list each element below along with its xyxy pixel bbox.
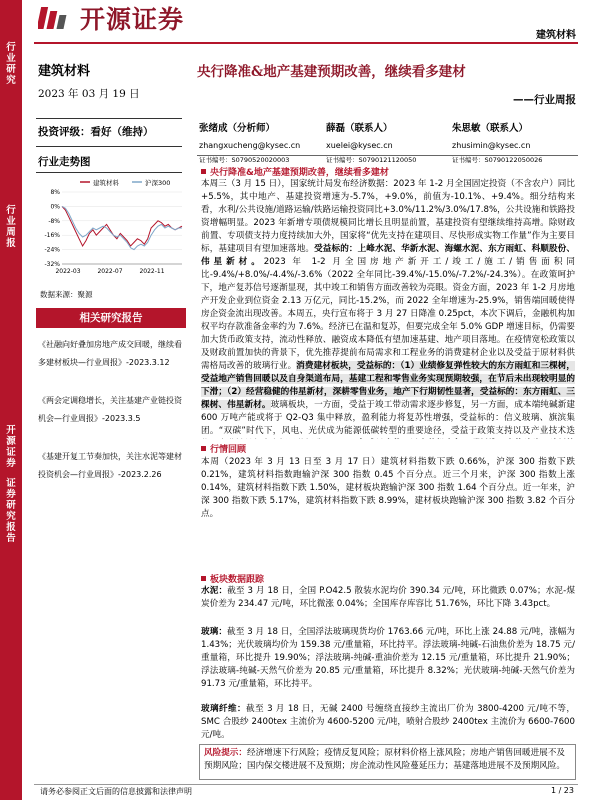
outlook-para-2: 2023 年 1-2 月全国房地产新开工/竣工/施工/销售面积同比-9.4%/+8.0%/-4.4%/-3.6%（2022 全年同比-39.4%/-15.0%/-7.2%/-24.3%）。在政策呵护下，地产复苏信号逐渐显现，其中竣工和销售方面改善较为亮眼。资金方面，2023 年 1-2 月房地产开发企业到位资金 2.13 万亿元，同比-15.2%，而 2022 全年增速为-25.9%，销售端回暖使得房企资金流出现改善。本周五，央行宣布将于 3 月 27 日降准 0.25pct，本次下调后，金融机构加权平均存款准备金率约为 7.6%。经济已在温和复苏，但要完成全年 5.0% GDP 增速目标，仍需要加大货币政策支持，流动性释放、融资成本降低有望加速基建、地产项目落地。在疫情宽松政策以及财政前置加快的背景下，优先推荐提前布局需求和工程业务的消费建材企业以及受益于原材料供需格局改善的玻璃行业。 (201, 257, 575, 371)
side-strip (0, 0, 22, 800)
report-subtitle: ——行业周报 (513, 94, 576, 106)
analyst-card (199, 120, 329, 164)
glass-data (201, 626, 575, 706)
analyst-name: 薛磊（联系人） (326, 123, 393, 134)
side-tag-research: 行业研究 (6, 42, 16, 86)
cement-data (201, 585, 575, 625)
y-tick-label: -16% (44, 232, 60, 240)
analyst-cert: 证书编号：S0790122050026 (452, 156, 543, 164)
analyst-email[interactable]: xuelei@kysec.cn (326, 141, 393, 150)
outlook-para-1: 本周三（3 月 15 日），国家统计局发布经济数据：2023 年 1-2 月全国固定投资（不含农户）同比+5.5%，其中地产、基建投资增速为-5.7%，+9.0%，前值为-10.1%、+9.4%。细分结构来看，水利/公共设施/道路运输/铁路运输投资同比+3.0%/11.2%/3.0%/17.8%，公共设施和铁路投资增幅明显。2023 年新增专项债规模同比增长且明显前置，基建投资有望继续维持高增。除财政前置、专项债支持力度持续加大外，国家将“优先支持在建项目、尽快形成实物工作量”作为主要目标，基建项目有望加速落地。 (201, 179, 575, 254)
risk-warning-box (199, 744, 576, 780)
related-report-item[interactable]: 《基建开复工节奏加快，关注水泥等建材投资机会—行业周报》-2023.2.26 (38, 452, 182, 479)
analyst-divider (197, 155, 578, 156)
side-tag-brand: 开源证券 (6, 425, 16, 469)
related-report-item[interactable]: 《社融向好叠加房地产成交回暖，继续看多建材板块—行业周报》-2023.3.12 (38, 340, 182, 367)
sector-name: 建筑材料 (38, 64, 91, 79)
analyst-cert: 证书编号：S0790520020003 (199, 156, 290, 164)
trend-chart (36, 176, 184, 280)
series-line (62, 206, 182, 249)
section-head-data: 板块数据跟踪 (201, 572, 264, 585)
investment-rating: 投资评级：看好（维持） (38, 126, 154, 138)
analyst-name: 张绪成（分析师） (199, 123, 276, 134)
related-reports-header: 相关研究报告 (36, 308, 186, 328)
y-tick-label: -32% (44, 261, 60, 268)
brand-name: 开源证券 (80, 5, 185, 34)
legend-label: 建筑材料 (93, 179, 119, 187)
section-market-body: 本周（2023 年 3 月 13 日至 3 月 17 日）建筑材料指数下跌 0.66%，沪深 300 指数下跌 0.21%，建筑材料指数跑输沪深 300 指数 0.45 个百分点。近三个月来，沪深 300 指数上涨 0.14%，建筑材料指数下跌 1.50%，建材板块跑输沪深 300 指数 1.64 个百分点。近一年来，沪深 300 指数下跌 5.17%，建筑材料指数下跌 8.99%，建材板块跑输沪深 300 指数 3.82 个百分点。 (201, 457, 575, 519)
brand-logo (38, 0, 184, 36)
footer-divider (34, 784, 578, 785)
x-tick-label: 2022-03 (55, 268, 81, 275)
risk-text: 经济增速下行风险；疫情反复风险；原材料价格上涨风险；房地产销售回暖进展不及预期风险；国内保交楼进展不及预期；房企流动性风险蔓延压力；基建落地进展不及预期风险。 (204, 748, 565, 771)
rating-divider-top (36, 118, 182, 119)
cement-label: 水泥： (201, 586, 228, 596)
y-tick-label: 8% (50, 189, 60, 196)
analyst-email[interactable]: zhusimin@kysec.cn (452, 141, 531, 150)
y-tick-label: -8% (48, 217, 60, 225)
side-tag-report: 证券研究报告 (6, 478, 16, 544)
footer-disclaimer[interactable]: 请务必参阅正文后面的信息披露和法律声明 (40, 787, 192, 796)
related-report-item[interactable]: 《两会定调稳增长，关注基建产业链投资机会—行业周报》-2023.3.5 (38, 396, 182, 423)
x-tick-label: 2022-11 (139, 268, 165, 275)
fiber-label: 玻璃纤维： (201, 704, 246, 714)
x-tick-label: 2022-07 (97, 268, 123, 275)
analyst-card (326, 120, 456, 164)
y-tick-label: 0% (50, 203, 60, 211)
chart-source: 数据来源：聚源 (40, 290, 93, 299)
rating-divider-bottom (36, 146, 182, 147)
outlook-para-2-consumer: 消费建材板块，受益标的：（1）业绩修复弹性较大的东方雨虹和三棵树，受益地产销售回暖以及自身渠道布局，基建工程和零售业务实现预期较强，在节后未出现较明显的下滑；（2）经营稳健的伟星新材，深耕零售业务，地产下行期韧性显著，受益标的：东方雨虹、三棵树、伟星新材。 (201, 361, 575, 410)
section-head-market: 行情回顾 (201, 442, 246, 455)
side-tag-weekly: 行业周报 (6, 205, 16, 249)
series-line (62, 206, 182, 246)
risk-label: 风险提示： (204, 748, 247, 758)
outlook-para-1-targets: 受益标的：上峰水泥、华新水泥、海螺水泥、东方雨虹、科顺股份、伟星新材。 (201, 244, 575, 267)
section-outlook-body (201, 178, 575, 439)
y-tick-label: -24% (44, 246, 60, 254)
header-divider (34, 42, 578, 44)
legend-label: 沪深300 (145, 179, 171, 187)
outlook-para-3: 玻璃板块，一方面，受益于竣工带动需求逐步修复，另一方面，成本端纯碱新建 600 万吨产能或将于 Q2-Q3 集中释放，盈利能力将复苏性增强，受益标的：信义玻璃、旗滨集团。“双碳”时代下，风电、光伏成为能源低碳转型的重要途径，受益于政策支持以及产业技术迭 (201, 400, 575, 436)
brand-mark-icon (38, 3, 74, 33)
analyst-cert: 证书编号：S0790121120050 (326, 156, 417, 164)
section-head-outlook: 央行降准&地产基建预期改善，继续看多建材 (201, 165, 389, 178)
trend-divider (36, 172, 182, 173)
header-industry-tag: 建筑材料 (536, 30, 576, 41)
glass-label: 玻璃： (201, 627, 228, 637)
analyst-name: 朱思敏（联系人） (452, 123, 529, 134)
fiber-data (201, 703, 575, 743)
fiber-text: 截至 3 月 18 日，无碱 2400 号缠绕直接纱主流出厂价为 3800-4200 元/吨不等，SMC 合股纱 2400tex 主流价为 4600-5200 元/吨，喷射合股纱 2400tex 主流价为 6600-7600 元/吨。 (201, 704, 575, 740)
report-date: 2023 年 03 月 19 日 (38, 88, 140, 100)
trend-chart-title: 行业走势图 (38, 156, 91, 168)
report-title: 央行降准&地产基建预期改善，继续看多建材 (197, 64, 466, 80)
analyst-email[interactable]: zhangxucheng@kysec.cn (199, 141, 301, 150)
analyst-card (452, 120, 582, 164)
glass-text: 截至 3 月 18 日，全国浮法玻璃现货均价 1763.66 元/吨，环比上涨 24.88 元/吨，涨幅为 1.43%；光伏玻璃均价为 159.38 元/重量箱，环比持平。浮法玻璃-纯碱-石油焦价差为 18.75 元/重量箱，环比提升 19.90%；浮法玻璃-纯碱-重油价差为 12.15 元/重量箱，环比提升 21.90%；浮法玻璃-纯碱-天然气价差为 20.85 元/重量箱，环比提升 8.32%；光伏玻璃-纯碱-天然气价差为 91.73 元/重量箱，环比持平。 (201, 627, 575, 689)
cement-text: 截至 3 月 18 日，全国 P.O42.5 散装水泥均价 390.34 元/吨，环比微跌 0.07%；水泥-煤炭价差为 234.47 元/吨，环比微涨 0.04%；全国库存库容比 51.76%，环比下降 3.43pct。 (201, 586, 575, 609)
page-number: 1 / 23 (550, 786, 574, 795)
